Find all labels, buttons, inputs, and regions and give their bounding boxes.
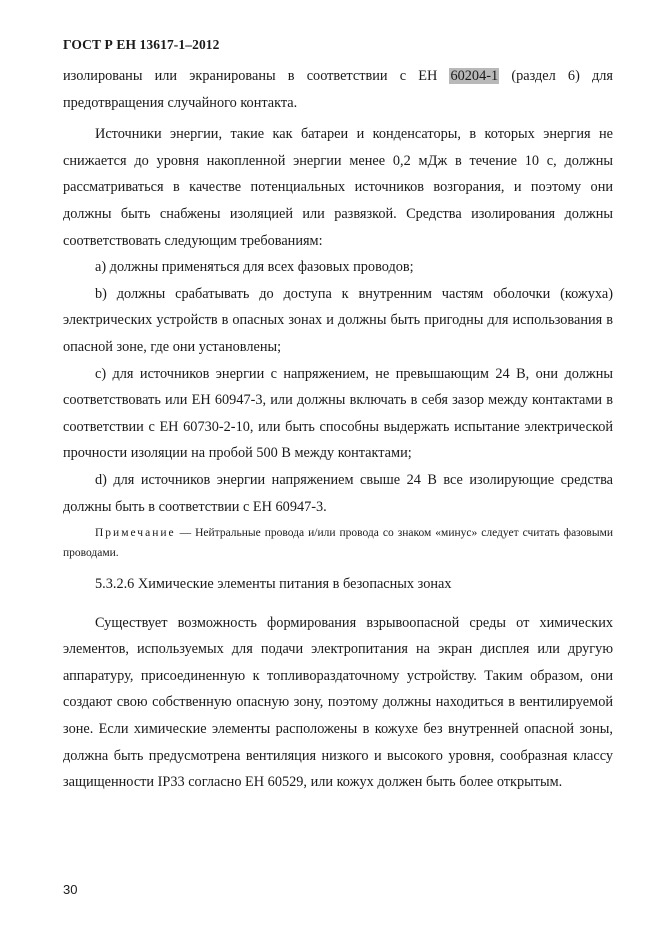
paragraph-text: (раздел 6) для предотвращения случайного контакта.: [63, 68, 614, 111]
list-item-d: d) для источников энергии напряжением свыше 24 В все изолирующие средства должны быть в соответствии с ЕН 60947-3.: [63, 471, 613, 515]
highlighted-reference: 60204-1: [450, 68, 499, 84]
list-item-a: a) должны применяться для всех фазовых проводов;: [95, 259, 414, 276]
document-body: [63, 63, 613, 796]
document-header: ГОСТ Р ЕН 13617-1–2012: [63, 37, 220, 52]
note-text: — Нейтральные провода и/или провода со знаком «минус» следует считать фазовыми проводами.: [63, 527, 613, 560]
list-item-c: c) для источников энергии с напряжением, не превышающим 24 В, они должны соответствовать или ЕН 60947-3, или должны включать в себя зазор между контактами в соответствии с ЕН 60730-2-10, или быть способны выдержать испытание электрической прочности изоляции на пробой 500 В между контактами;: [63, 365, 613, 462]
paragraph-chemical-elements: Существует возможность формирования взрывоопасной среды от химических элементов, используемых для подачи электропитания на экран дисплея или другую аппаратуру, присоединенную к топливораздаточному устройству. Таким образом, они создают свою собственную опасную зону, поэтому должны находиться в вентилируемой зоне. Если химические элементы расположены в кожухе без внутренней опасной зоны, должна быть предусмотрена вентиляция низкого и высокого уровня, сообразная классу защищенности IP33 согласно ЕН 60529, или кожух должен быть более открытым.: [63, 614, 613, 791]
paragraph-continuation: [63, 63, 613, 116]
note-label: Примечание: [95, 527, 176, 540]
paragraph-energy-sources: Источники энергии, такие как батареи и конденсаторы, в которых энергия не снижается до уровня накопленной энергии менее 0,2 мДж в течение 10 с, должны рассматриваться в качестве потенциальных источников возгорания, и поэтому они должны быть снабжены изоляцией или развязкой. Средства изолирования должны соответствовать следующим требованиям:: [63, 126, 613, 249]
paragraph-text: изолированы или экранированы в соответствии с ЕН: [63, 68, 450, 84]
section-heading: 5.3.2.6 Химические элементы питания в безопасных зонах: [95, 576, 452, 593]
note: [63, 523, 613, 563]
page-number: 30: [63, 882, 78, 897]
list-item-b: b) должны срабатывать до доступа к внутренним частям оболочки (кожуха) электрических устройств в опасных зонах и должны быть пригодны для использования в опасной зоне, где они установлены;: [63, 285, 613, 355]
